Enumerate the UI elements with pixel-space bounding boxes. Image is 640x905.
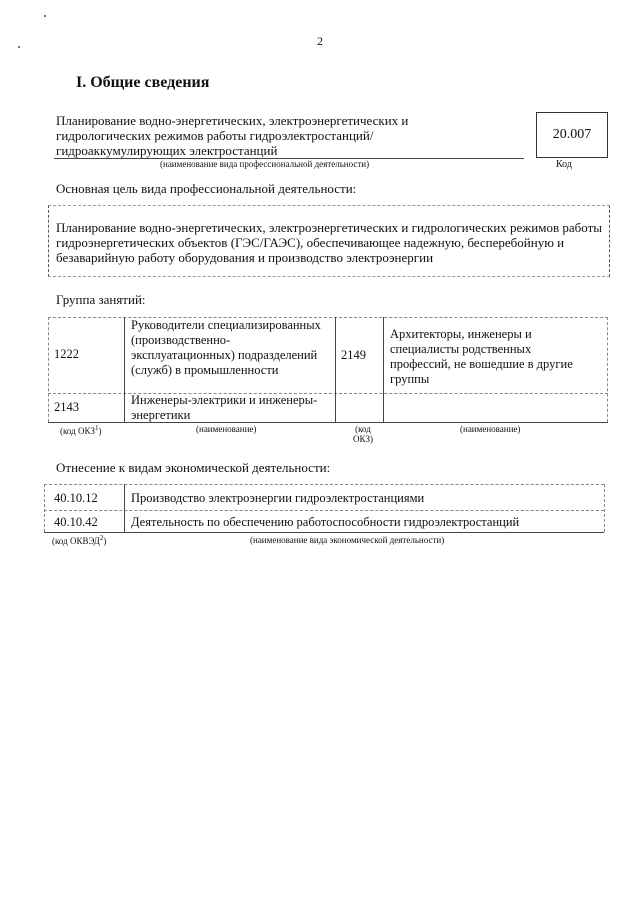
okz-code-caption-2: (код ОКЗ) (352, 424, 373, 444)
scan-speck (44, 15, 46, 17)
section-title: I. Общие сведения (76, 74, 210, 91)
okz-name-caption: (наименование) (196, 424, 257, 434)
okved-code-cell: 40.10.12 (54, 491, 98, 505)
occupations-col-line (607, 317, 608, 422)
okved-name-cell: Производство электроэнергии гидроэлектростанциями (131, 491, 425, 505)
economic-col-line (604, 484, 605, 532)
okz-code-cell: 2143 (54, 400, 79, 414)
economic-col-line (44, 484, 45, 532)
economic-heading: Отнесение к видам экономической деятельности: (56, 460, 331, 475)
goal-text: Планирование водно-энергетических, электроэнергетических и гидрологических режимов работы гидроэнергетических объектов (ГЭС/ГАЭС), обеспечивающее надежную, бесперебойную и безаварийную работу оборудования и производство электроэнергии (56, 220, 602, 265)
occupations-col-line (383, 317, 384, 422)
economic-col-line (124, 484, 125, 532)
economic-table-top (44, 484, 604, 485)
okz-code-cell: 2149 (341, 348, 366, 362)
economic-table-bottom (44, 532, 604, 533)
activity-name-caption: (наименование вида профессиональной деятельности) (160, 159, 370, 169)
economic-row-divider (44, 510, 604, 511)
okz-code-caption: (код ОКЗ$^1$) (60, 424, 102, 436)
occupations-heading: Группа занятий: (56, 292, 146, 307)
activity-code-box (536, 112, 608, 158)
activity-code-caption: Код (556, 159, 572, 170)
occupations-col-line (124, 317, 125, 422)
activity-name: Планирование водно-энергетических, электроэнергетических и гидрологических режимов работы гидроэлектростанций/ гидроаккумулирующих электростанций (56, 113, 409, 158)
okz-name-caption-2: (наименование) (460, 424, 521, 434)
occupations-col-line (48, 317, 49, 422)
occupations-col-line (335, 317, 336, 422)
okved-name-cell: Деятельность по обеспечению работоспособности гидроэлектростанций (131, 515, 520, 529)
okz-name-cell: Инженеры-электрики и инженеры-энергетики (131, 393, 318, 422)
okved-name-caption: (наименование вида экономической деятельности) (250, 535, 445, 545)
activity-code: 20.007 (552, 127, 592, 142)
goal-heading: Основная цель вида профессиональной деятельности: (56, 181, 357, 196)
okved-code-cell: 40.10.42 (54, 515, 98, 529)
okved-code-caption: (код ОКВЭД$^2$) (52, 534, 107, 546)
footnote-mark: 2 (99, 534, 104, 542)
okz-name-cell: Архитекторы, инженеры и специалисты родственных профессий, не вошедшие в другие группы (390, 327, 573, 386)
footnote-mark: 1 (95, 424, 99, 432)
page-number: 2 (317, 34, 323, 48)
okz-code-cell: 1222 (54, 347, 79, 361)
okz-name-cell: Руководители специализированных (производственно-эксплуатационных) подразделений (служб) в промышленности (131, 318, 321, 377)
